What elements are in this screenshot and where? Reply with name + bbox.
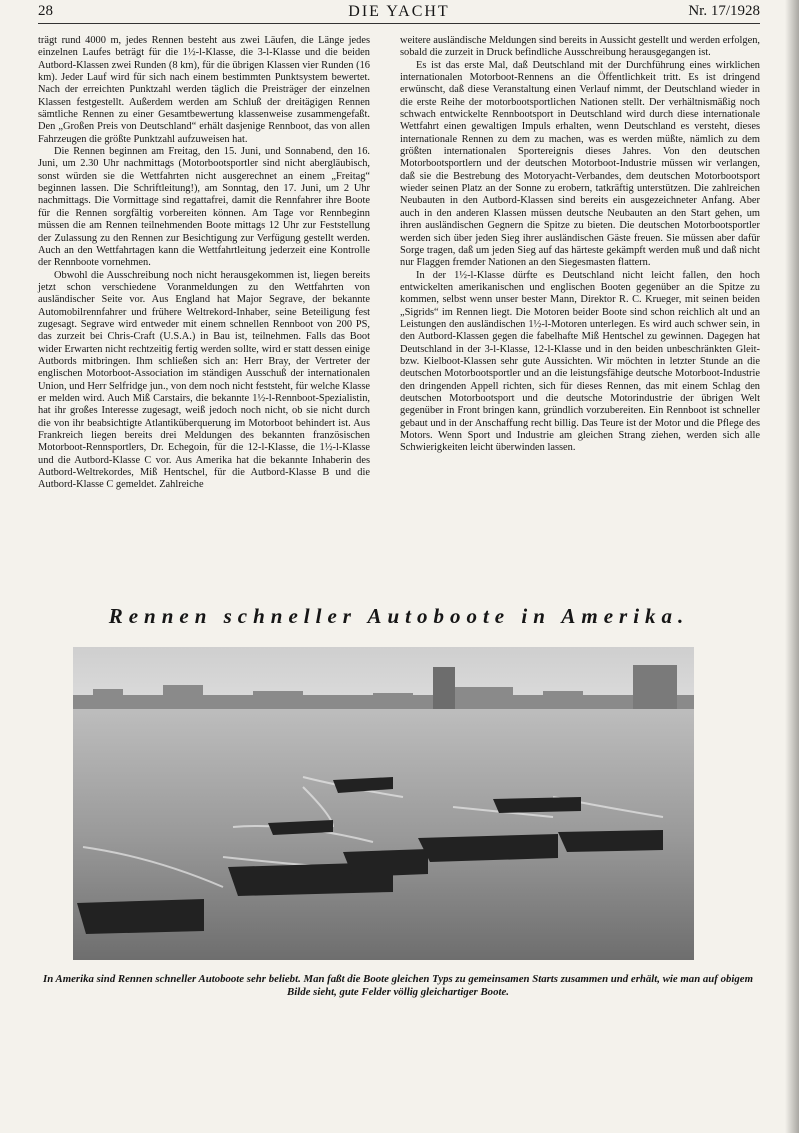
paragraph: Die Rennen beginnen am Freitag, den 15. Juni, und Sonnabend, den 16. Juni, um 2.30 Uhr nachmittags (Motorbootsportler sind nicht abergläubisch, sonst würden sie die Wettfahrten nicht ausgerechnet an einem „Freitag“ beginnen lassen. Die Schriftleitung!), am Sonntag, den 17. Juni, um 2 Uhr nachmittags. Die Vormittage sind regattafrei, damit die Rennfahrer ihre Boote für die Rennen sorgfältig vorbereiten können. Am Tage vor Rennbeginn müssen die am Rennen teilnehmenden Boote mittags 12 Uhr zur Feststellung der Zulassung zu den Rennen zur Besichtigung zur Verfügung gestellt werden. Auch an den Wettfahrtagen kann die Wettfahrtleitung jederzeit eine Kontrolle der Rennboote vornehmen. [38, 146, 370, 269]
boat-race-photo [73, 647, 694, 960]
tall-building [433, 667, 455, 711]
left-text-column [38, 35, 370, 492]
page-header [38, 3, 760, 25]
header-rule [38, 23, 760, 24]
photo-caption: In Amerika sind Rennen schneller Autoboote sehr beliebt. Man faßt die Boote gleichen Typs zu gemeinsamen Starts zusammen und erhält, wie man auf obigem Bilde sieht, gute Felder völlig gleichartiger Boote. [43, 973, 753, 998]
paragraph: Obwohl die Ausschreibung noch nicht herausgekommen ist, liegen bereits jetzt schon verschiedene Voranmeldungen zu den Wettfahrten von ausländischer Seite vor. Aus England hat Major Segrave, der bekannte Automobilrennfahrer und frühere Weltrekord-Inhaber, seine Beteiligung fest zugesagt. Segrave wird entweder mit einem schnellen Rennboot von 200 PS, das zurzeit bei Chris-Craft (U.S.A.) in Bau ist, teilnehmen. Falls das Boot wider Erwarten nicht rechtzeitig fertig werden sollte, wird er statt dessen einige Autbords mitbringen. Ihm schließen sich an: Herr Bray, der Vertreter der englischen Motorboot-Association im ständigen Ausschuß der internationalen Union, und Herr Selfridge jun., von dem noch nicht feststeht, für welche Klasse er melden wird. Auch Miß Carstairs, die bekannte 1½-l-Rennboot-Spezialistin, hat ihr großes Interesse zugesagt, weiß jedoch noch nicht, ob sie nicht durch die von ihr beabsichtigte Atlantiküberquerung im Motorboot behindert ist. Aus Frankreich liegen bereits drei Meldungen des bekannten französischen Motorboot-Rennsportlers, Dr. Echegoin, für die 12-l-Klasse, die 1½-l-Klasse und die Autbord-Klasse C vor. Aus Amerika hat die bekannte Inhaberin des Autbord-Weltrekordes, Miß Hentschel, für die Autbord-Klasse B und die Autbord-Klasse C gemeldet. Zahlreiche [38, 269, 370, 491]
section-title: Rennen schneller Autoboote in Amerika. [108, 604, 690, 628]
magazine-title: DIE YACHT [348, 3, 450, 20]
page-edge-shadow [785, 0, 799, 1133]
paragraph: In der 1½-l-Klasse dürfte es Deutschland nicht leicht fallen, den hoch entwickelten amerikanischen und englischen Booten gegenüber an die Spitze zu kommen, selbst wenn unser bester Mann, Direktor R. C. Krueger, mit seinen beiden „Sigrids“ im Rennen liegt. Die Motoren beider Boote sind schon reichlich alt und an Leistungen den ausländischen 1½-l-Motoren unterlegen. Es wird auch schwer sein, in den Autbord-Klassen gegen die fabelhafte Miß Hentschel zu gewinnen. Dagegen hat Deutschland in der 3-l-Klasse, 12-l-Klasse und in den beiden unbeschränkten Gleit- bzw. Kielboot-Klassen sehr gute Aussichten. Wir möchten in letzter Stunde an die deutschen Motorbootsportler und an die leistungsfähige deutsche Motorboot-Industrie den dringenden Appell richten, sich für dieses Rennen, das mit einem Schlag den deutschen Motorbootsport und die deutsche Motorindustrie der übrigen Welt gegenüber in Front bringen kann, gründlich vorzubereiten. Ein Rennboot ist schneller gebaut und in der Anschaffung recht billig. Das Teure ist der Motor und die Pflege des Motors. Wenn Sport und Industrie am gleichen Strang ziehen, werden sich alle Schwierigkeiten leicht überwinden lassen. [400, 269, 760, 454]
right-text-column [400, 35, 760, 455]
paragraph: trägt rund 4000 m, jedes Rennen besteht aus zwei Läufen, die Länge jedes einzelnen Laufes beträgt für die 1½-l-Klasse, die 3-l-Klasse und die beiden Autbord-Klassen zwei Runden (8 km), für die übrigen Klassen vier Runden (16 km). Jeder Lauf wird für sich nach einem bestimmten Punktsystem bewertet. Nach der erreichten Punktzahl werden täglich die Preisträger der einzelnen Klassen festgestellt. Außerdem werden am Schluß der dreitägigen Rennen sämtliche Rennen zu einer Gesamtbewertung klassenweise zusammengefaßt. Den „Großen Preis von Deutschland“ erhält dasjenige Rennboot, das von allen Fahrzeugen die größte Punktzahl aufzuweisen hat. [38, 35, 370, 145]
paragraph: weitere ausländische Meldungen sind bereits in Aussicht gestellt und werden erfolgen, sobald die zurzeit in Druck befindliche Ausschreibung herausgegangen ist. [400, 35, 760, 59]
tall-building [633, 665, 677, 711]
issue-number: Nr. 17/1928 [688, 3, 760, 19]
page-number: 28 [38, 3, 53, 19]
boat-race-illustration [73, 647, 694, 960]
paragraph: Es ist das erste Mal, daß Deutschland mit der Durchführung eines wirklichen internationalen Motorboot-Rennens an die Öffentlichkeit tritt. Es ist dringend erwünscht, daß diese Veranstaltung einen Verlauf nimmt, der Deutschland wieder in die erste Reihe der motorbootsportlichen Nationen stellt. Der verhältnismäßig noch schwach entwickelte Rennbootsport in Deutschland wird durch diese internationale Wettfahrt einen gewaltigen Impuls erhalten, wenn Deutschland es versteht, dieses internationale Rennen zu dem zu machen, was es werden müßte, nämlich zu dem größten internationalen Sportereignis dieses Jahres. Von den deutschen Motorbootsportlern und der deutschen Motorboot-Industrie müssen wir verlangen, daß sie die Bestrebung des Motoryacht-Verbandes, dem deutschen Motorbootsport wieder seinen Platz an der Sonne zu erobern, tatkräftig unterstützen. Die zahlreichen Neubauten in den Autbord-Klassen sind bereits ein ausgezeichneter Anfang. Aber auch in den anderen Klassen müssen deutsche Neubauten an den Start gehen, um ihren ausländischen Gegnern die Spitze zu bieten. Die deutschen Motorbootsportler werden sich über jeden Sieg ihrer ausländischen Gäste freuen. Sie müssen aber dafür Sorge tragen, daß um jeden Sieg auf das härteste gekämpft werden muß und daß nicht nur Flaggen fremder Nationen an den Siegesmasten flattern. [400, 59, 760, 269]
